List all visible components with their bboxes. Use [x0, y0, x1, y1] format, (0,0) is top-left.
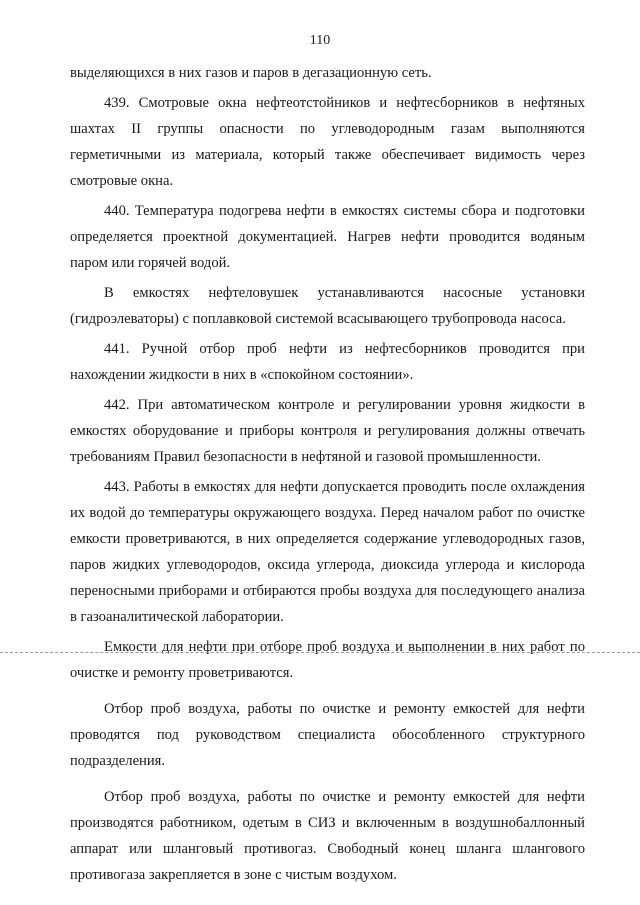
paragraph-443: 443. Работы в емкостях для нефти допускается проводить после охлаждения их водой до температуры окружающего воздуха. Перед началом работ по очистке емкости проветриваются, в них определяется содержание углеводородных газов, паров жидких углеводородов, оксида углерода, диоксида углерода и кислорода переносными приборами и отбираются пробы воздуха для последующего анализа в газоаналитической лаборатории.: [70, 479, 585, 625]
scan-artifact-line: [0, 652, 640, 653]
paragraph-ppe: Отбор проб воздуха, работы по очистке и ремонту емкостей для нефти производятся работником, одетым в СИЗ и включенным в воздушнобаллонный аппарат или шланговый противогаз. Свободный конец шланга шлангового противогаза закрепляется в зоне с чистым воздухом.: [70, 789, 585, 883]
paragraph-442: 442. При автоматическом контроле и регулировании уровня жидкости в емкостях оборудование и приборы контроля и регулирования должны отвечать требованиям Правил безопасности в нефтяной и газовой промышленности.: [70, 397, 585, 465]
paragraph-439: 439. Смотровые окна нефтеотстойников и нефтесборников в нефтяных шахтах II группы опасности по углеводородным газам выполняются герметичными из материала, который также обеспечивает видимость через смотровые окна.: [70, 95, 585, 189]
paragraph-ventilation: Емкости для нефти при отборе проб воздуха и выполнении в них работ по очистке и ремонту проветриваются.: [70, 639, 585, 681]
page-number: 110: [309, 33, 331, 48]
paragraph-supervision: Отбор проб воздуха, работы по очистке и ремонту емкостей для нефти проводятся под руководством специалиста обособленного структурного подразделения.: [70, 701, 585, 769]
document-body: [70, 60, 585, 888]
paragraph-continuation: выделяющихся в них газов и паров в дегазационную сеть.: [70, 65, 432, 81]
paragraph-441: 441. Ручной отбор проб нефти из нефтесборников проводится при нахождении жидкости в них в «спокойном состоянии».: [70, 341, 585, 383]
paragraph-oil-traps: В емкостях нефтеловушек устанавливаются насосные установки (гидроэлеваторы) с поплавковой системой всасывающего трубопровода насоса.: [70, 285, 585, 327]
paragraph-440: 440. Температура подогрева нефти в емкостях системы сбора и подготовки определяется проектной документацией. Нагрев нефти проводится водяным паром или горячей водой.: [70, 203, 585, 271]
